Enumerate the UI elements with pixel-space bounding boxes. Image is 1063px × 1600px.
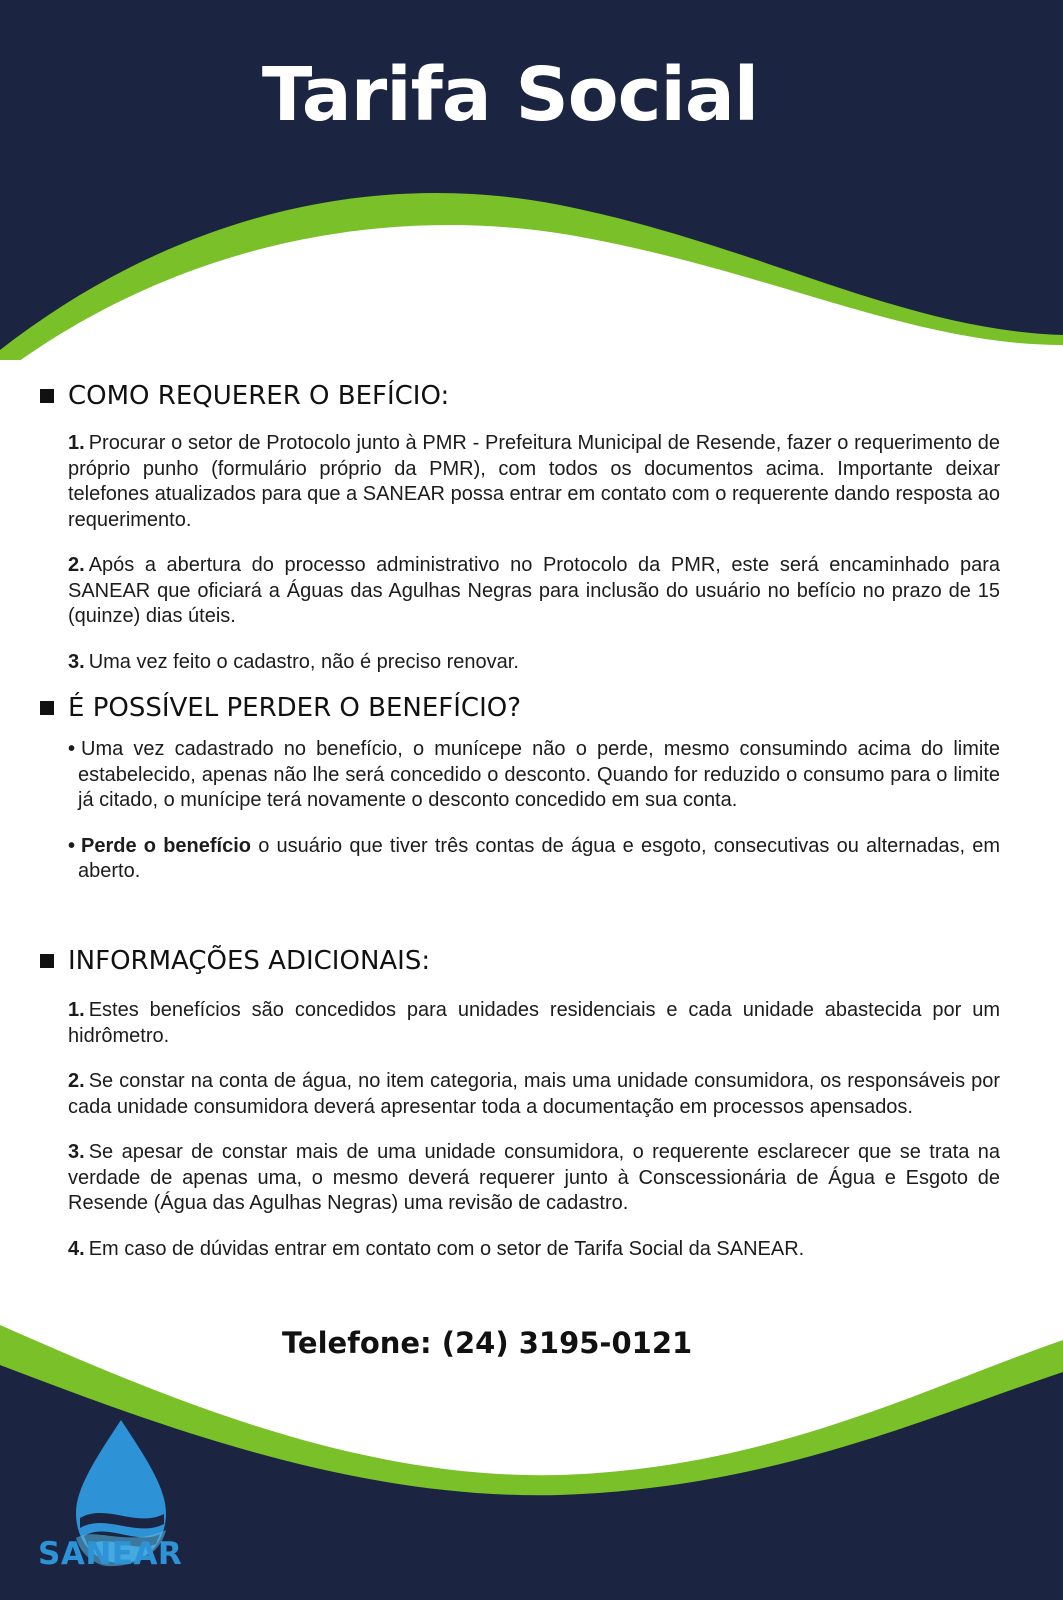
list-item: 1. Estes benefícios são concedidos para unidades residenciais e cada unidade abastecida por um hidrômetro. <box>68 999 1000 1047</box>
section-heading: É POSSÍVEL PERDER O BENEFÍCIO? <box>40 693 1000 723</box>
list-item: 2. Após a abertura do processo administrativo no Protocolo da PMR, este será encaminhado para SANEAR que oficiará a Águas das Agulhas Negras para inclusão do usuário no befício no prazo de 15 (quinze) dias úteis. <box>68 554 1000 627</box>
dot-bullet-icon: • <box>68 834 76 857</box>
square-bullet-icon <box>40 954 54 968</box>
list-item: 3. Uma vez feito o cadastro, não é preciso renovar. <box>68 650 519 673</box>
section-how-to-request <box>40 381 1000 686</box>
list-item: • Perde o benefício o usuário que tiver três contas de água e esgoto, consecutivas ou alternadas, em aberto. <box>68 834 1000 882</box>
section-heading: COMO REQUERER O BEFÍCIO: <box>40 381 1000 411</box>
section-lose-benefit <box>40 693 1000 896</box>
section-additional-info <box>40 946 1000 1273</box>
page-title: Tarifa Social <box>261 52 759 138</box>
square-bullet-icon <box>40 389 54 403</box>
list-item: 2. Se constar na conta de água, no item categoria, mais uma unidade consumidora, os responsáveis por cada unidade consumidora deverá apresentar toda a documentação em processos apensados. <box>68 1070 1000 1118</box>
list-item: 3. Se apesar de constar mais de uma unidade consumidora, o requerente esclarecer que se trata na verdade de apenas uma, o mesmo deverá requerer junto à Conscessionária de Água e Esgoto de Resende (Água das Agulhas Negras) uma revisão de cadastro. <box>68 1141 1000 1214</box>
list-item: 1. Procurar o setor de Protocolo junto à PMR - Prefeitura Municipal de Resende, fazer o requerimento de próprio punho (formulário próprio da PMR), com todos os documentos acima. Importante deixar telefones atualizados para que a SANEAR possa entrar em contato com o requerente dando resposta ao requerimento. <box>68 432 1000 531</box>
square-bullet-icon <box>40 701 54 715</box>
list-item: 4. Em caso de dúvidas entrar em contato com o setor de Tarifa Social da SANEAR. <box>68 1237 805 1260</box>
bullet-list <box>40 737 1000 885</box>
list-item: • Uma vez cadastrado no benefício, o munícepe não o perde, mesmo consumindo acima do limite estabelecido, apenas não lhe será concedido o desconto. Quando for reduzido o consumo para o limite já citado, o munícipe terá novamente o desconto concedido em sua conta. <box>68 738 1000 811</box>
numbered-list <box>40 998 1000 1262</box>
numbered-list <box>40 431 1000 675</box>
logo-text: SANEAR <box>38 1536 183 1572</box>
dot-bullet-icon: • <box>68 738 76 760</box>
phone-number: Telefone: (24) 3195-0121 <box>282 1326 693 1360</box>
section-heading: INFORMAÇÕES ADICIONAIS: <box>40 946 1000 976</box>
